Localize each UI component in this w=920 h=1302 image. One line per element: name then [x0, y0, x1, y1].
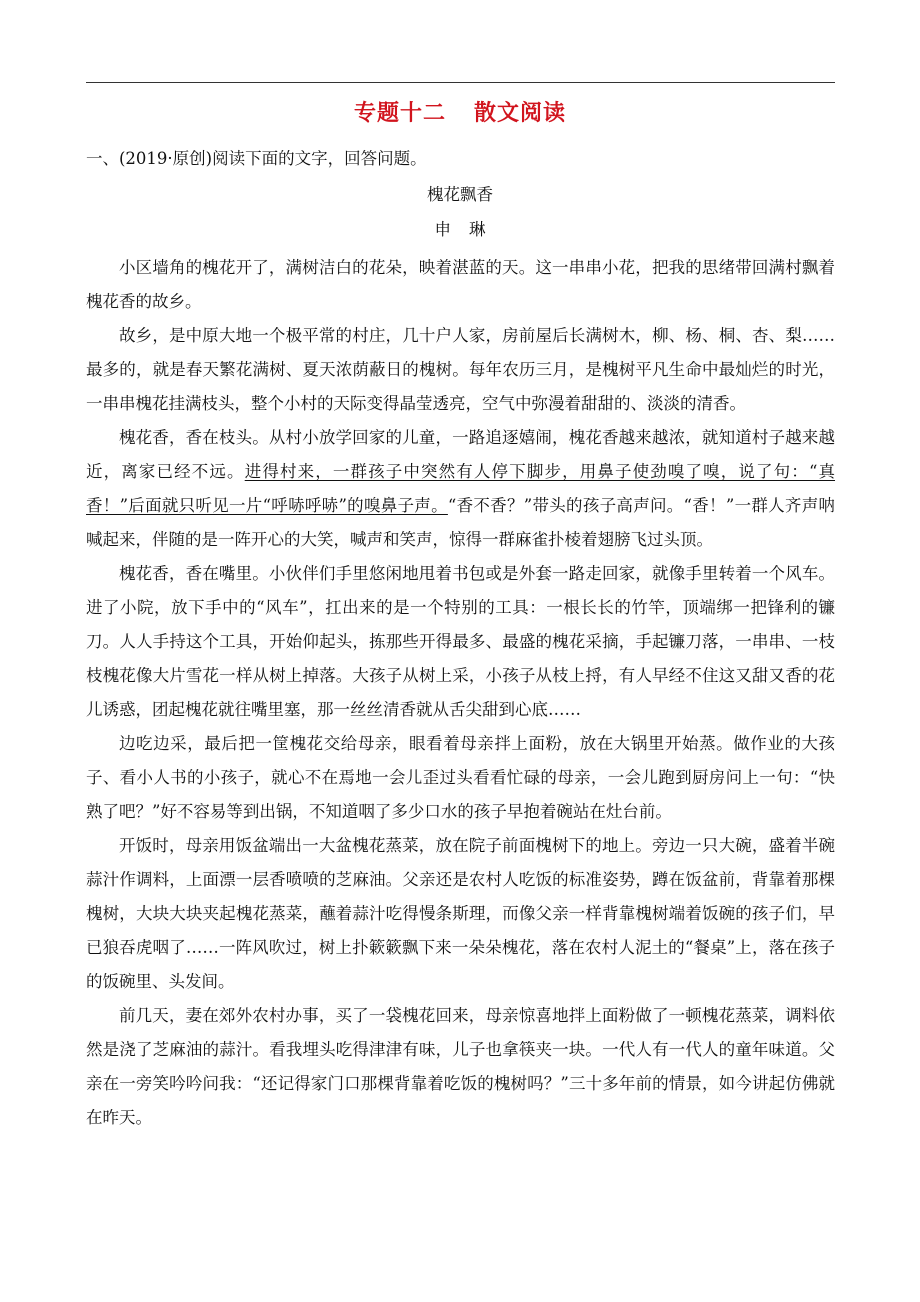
- paragraph-2: 故乡，是中原大地一个极平常的村庄，几十户人家，房前屋后长满树木，柳、杨、桐、杏、梨……最多的，就是春天繁花满树、夏天浓荫蔽日的槐树。每年农历三月，是槐树平凡生命中最灿烂的时光，一串串槐花挂满枝头，整个小村的天际变得晶莹透亮，空气中弥漫着甜甜的、淡淡的清香。: [86, 326, 835, 413]
- paragraph-3-opening: 槐花香，香在枝头。从村小放学回家的儿童，一路追逐嬉闹，槐花香越来越浓，就知道村子越来越近，离家已经不远。: [86, 428, 835, 481]
- article-title: 槐花飘香: [427, 185, 493, 204]
- paragraph-3: [86, 421, 835, 557]
- paragraph-4: 槐花香，香在嘴里。小伙伴们手里悠闲地甩着书包或是外套一路走回家，就像手里转着一个风车。进了小院，放下手中的“风车”，扛出来的是一个特别的工具：一根长长的竹竿，顶端绑一把锋利的镰刀。人人手持这个工具，开始仰起头，拣那些开得最多、最盛的槐花采摘，手起镰刀落，一串串、一枝枝槐花像大片雪花一样从树上掉落。大孩子从树上采，小孩子从枝上捋，有人早经不住这又甜又香的花儿诱惑，团起槐花就往嘴里塞，那一丝丝清香就从舌尖甜到心底……: [86, 564, 835, 719]
- page-title: [0, 96, 920, 127]
- paragraph-6: 开饭时，母亲用饭盆端出一大盆槐花蒸菜，放在院子前面槐树下的地上。旁边一只大碗，盛着半碗蒜汁作调料，上面漂一层香喷喷的芝麻油。父亲还是农村人吃饭的标准姿势，蹲在饭盆前，背靠着那棵槐树，大块大块夹起槐花蒸菜，蘸着蒜汁吃得慢条斯理，而像父亲一样背靠槐树端着饭碗的孩子们，早已狼吞虎咽了……一阵风吹过，树上扑簌簌飘下来一朵朵槐花，落在农村人泥土的“餐桌”上，落在孩子的饭碗里、头发间。: [86, 836, 835, 991]
- title-subject: 散文阅读: [474, 101, 567, 126]
- header-rule: [86, 82, 835, 83]
- paragraph-3-closing: “香不香？”带头的孩子高声问。“香！”一群人齐声呐喊起来，伴随的是一阵开心的大笑，喊声和笑声，惊得一群麻雀扑棱着翅膀飞过头顶。: [86, 496, 835, 549]
- article-body: [86, 251, 835, 1135]
- underlined-sentence: 进得村来，一群孩子中突然有人停下脚步，用鼻子使劲嗅了嗅，说了句：“真香！”后面就只听见一片“呼哧呼哧”的嗅鼻子声。: [86, 462, 836, 515]
- question-intro: 一、(2019·原创)阅读下面的文字，回答问题。: [86, 149, 427, 168]
- article-author: 申琳: [434, 220, 504, 239]
- paragraph-1: 小区墙角的槐花开了，满树洁白的花朵，映着湛蓝的天。这一串串小花，把我的思绪带回满村飘着槐花香的故乡。: [86, 258, 835, 311]
- paragraph-7: 前几天，妻在郊外农村办事，买了一袋槐花回来，母亲惊喜地拌上面粉做了一顿槐花蒸菜，调料依然是浇了芝麻油的蒜汁。看我埋头吃得津津有味，儿子也拿筷夹一块。一代人有一代人的童年味道。父亲在一旁笑吟吟问我：“还记得家门口那棵背靠着吃饭的槐树吗？”三十多年前的情景，如今讲起仿佛就在昨天。: [86, 1006, 835, 1127]
- paragraph-5: 边吃边采，最后把一筐槐花交给母亲，眼看着母亲拌上面粉，放在大锅里开始蒸。做作业的大孩子、看小人书的小孩子，就心不在焉地一会儿歪过头看看忙碌的母亲，一会儿跑到厨房问上一句：“快熟了吧？”好不容易等到出锅，不知道咽了多少口水的孩子早抱着碗站在灶台前。: [86, 734, 835, 821]
- title-topic: 专题十二: [353, 101, 446, 126]
